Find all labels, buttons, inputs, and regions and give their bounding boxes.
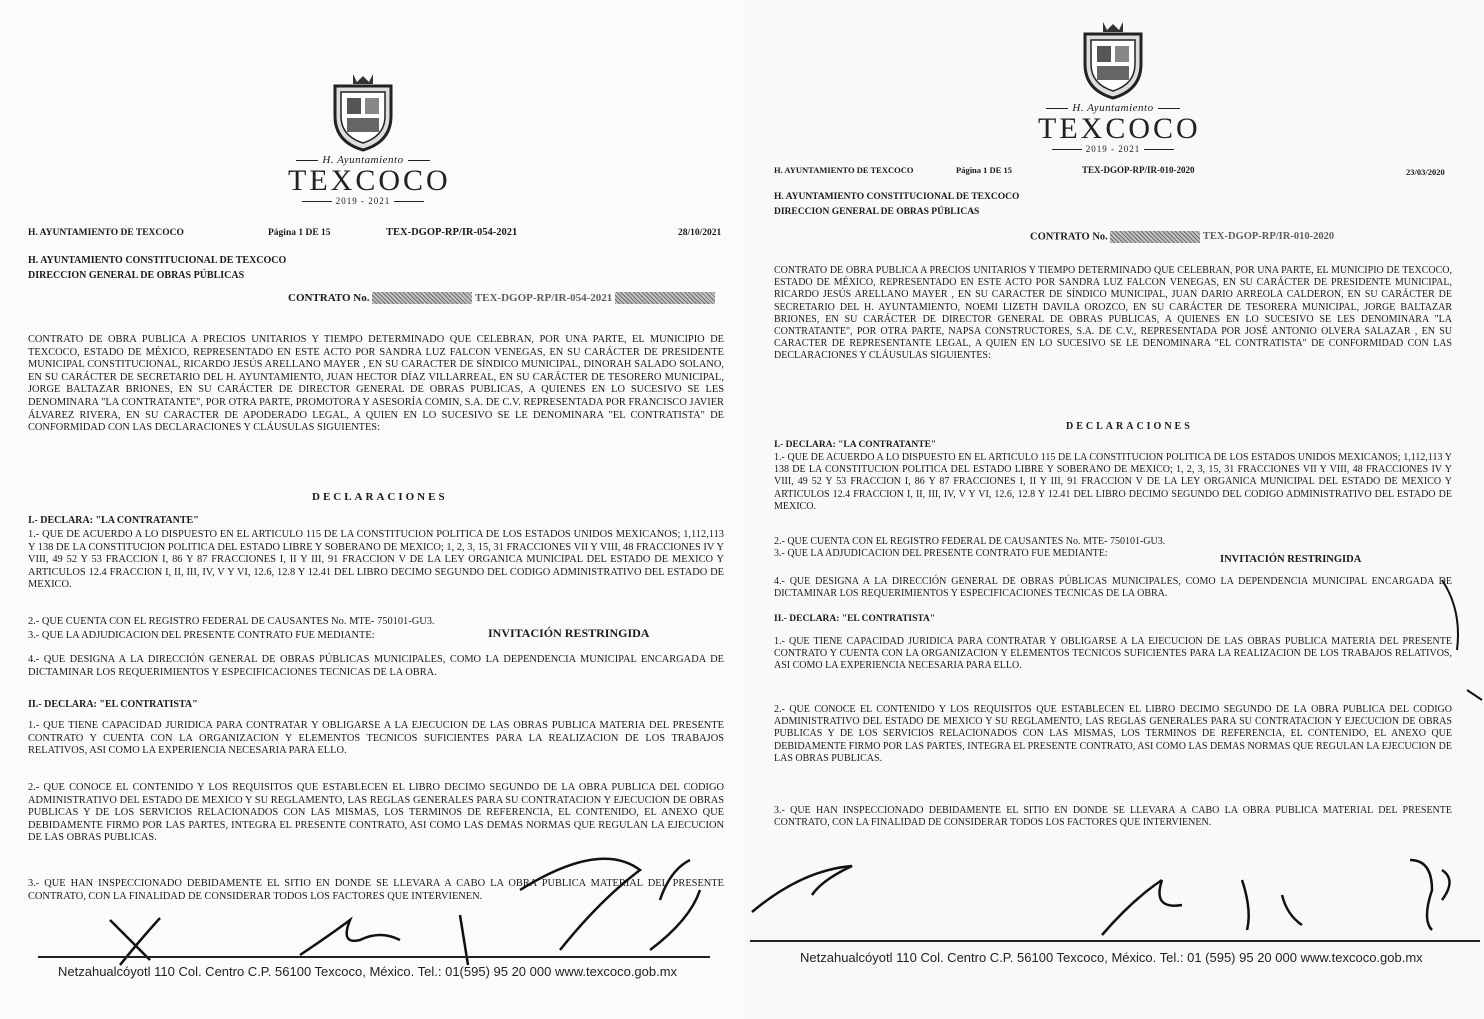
decl2-item2: 2.- QUE CONOCE EL CONTENIDO Y LOS REQUISITOS QUE ESTABLECEN EL LIBRO DECIMO SEGUNDO DE LA OBRA PUBLICA DEL CODIGO ADMINISTRATIVO DEL ESTADO DE MEXICO Y SU REGLAMENTO, LAS REGLAS GENERALES PARA SU CONTRATACION Y EJECUCION DE OBRAS PUBLICAS Y DE LOS SERVICIOS RELACIONADOS CON LAS MISMAS, LOS TERMINOS DE REFERENCIA, EL CONTENIDO, EL ANEXO QUE DEBIDAMENTE FIRMO POR LAS PARTES, INTEGRA EL PRESENTE CONTRATO, ASI COMO LAS DEMAS NORMAS QUE REGULAN LA EJECUCION DE LAS OBRAS PUBLICAS. [28,782,724,844]
decl1-title: I.- DECLARA: "LA CONTRATANTE" [774,440,937,450]
invitacion-restringida: INVITACIÓN RESTRINGIDA [1220,554,1362,565]
header-page: Página 1 DE 15 [268,228,331,238]
decl2-item1: 1.- QUE TIENE CAPACIDAD JURIDICA PARA CONTRATAR Y OBLIGARSE A LA EJECUCION DE LAS OBRAS PUBLICA MATERIA DEL PRESENTE CONTRATO Y CUENTA CON LA ORGANIZACION Y ELEMENTOS TECNICOS SUFICIENTES PARA LA REALIZACION DE LOS TRABAJOS RELATIVOS, ASI COMO LA EXPERIENCIA NECESARIA PARA ELLO. [28,720,724,757]
contrato-ref: TEX-DGOP-RP/IR-010-2020 [1202,231,1335,243]
decl2-item1: 1.- QUE TIENE CAPACIDAD JURIDICA PARA CONTRATAR Y OBLIGARSE A LA EJECUCION DE LAS OBRAS PUBLICA MATERIA DEL PRESENTE CONTRATO Y CUENTA CON LA ORGANIZACION Y ELEMENTOS TECNICOS SUFICIENTES PARA LA REALIZACION DE LOS TRABAJOS RELATIVOS, ASI COMO LA EXPERIENCIA NECESARIA PARA ELLO. [774,636,1452,672]
decl2-item2: 2.- QUE CONOCE EL CONTENIDO Y LOS REQUISITOS QUE ESTABLECEN EL LIBRO DECIMO SEGUNDO DE LA OBRA PUBLICA DEL CODIGO ADMINISTRATIVO DEL ESTADO DE MEXICO Y SU REGLAMENTO, LAS REGLAS GENERALES PARA SU CONTRATACION Y EJECUCION DE OBRAS PUBLICAS Y DE LOS SERVICIOS RELACIONADOS CON LAS MISMAS, LOS TERMINOS DE REFERENCIA, EL CONTENIDO, EL ANEXO QUE DEBIDAMENTE FIRMO POR LAS PARTES, INTEGRA EL PRESENTE CONTRATO, ASI COMO LAS DEMAS NORMAS QUE REGULAN LA EJECUCION DE LAS OBRAS PUBLICAS. [774,704,1452,764]
decl2-title: II.- DECLARA: "EL CONTRATISTA" [28,699,198,710]
logo-years-text: 2019 - 2021 [1085,144,1141,154]
logo-texcoco-text: TEXCOCO [288,164,451,197]
logo-ayuntamiento-text: H. Ayuntamiento [1072,102,1154,114]
document-page-right [742,0,1484,1019]
decl2-title: II.- DECLARA: "EL CONTRATISTA" [774,614,936,624]
footer-rule [38,956,710,958]
decl1-item4: 4.- QUE DESIGNA A LA DIRECCIÓN GENERAL DE OBRAS PÚBLICAS MUNICIPALES, COMO LA DEPENDENCIA MUNICIPAL ENCARGADA DE DICTAMINAR LOS REQUERIMIENTOS Y ESPECIFICACIONES TECNICAS DE LA OBRA. [28,654,724,678]
declaraciones-heading: DECLARACIONES [1066,421,1193,432]
decl1-item2: 2.- QUE CUENTA CON EL REGISTRO FEDERAL DE CAUSANTES No. MTE- 750101-GU3. [774,536,1166,547]
header-page: Página 1 DE 15 [956,165,1012,175]
decl1-item1: 1.- QUE DE ACUERDO A LO DISPUESTO EN EL ARTICULO 115 DE LA CONSTITUCION POLITICA DE LOS ESTADOS UNIDOS MEXICANOS; 1,112,113 Y 138 DE LA CONSTITUCION POLITICA DEL ESTADO LIBRE Y SOBERANO DE MEXICO; 1, 2, 3, 15, 31 FRACCIONES VII Y VIII, 48 FRACCIONES IV Y VIII, 49 52 Y 53 FRACCION I, 86 Y 87 FRACCIONES I, II Y III, 91 FRACCION V DE LA LEY ORGANICA MUNICIPAL DEL ESTADO DE MEXICO Y ARTICULOS 12.4 FRACCION I, II, III, IV, V Y VI, 12.6, 12.8 Y 12.41 DEL LIBRO DECIMO SEGUNDO DEL CODIGO ADMINISTRATIVO DEL ESTADO DE MEXICO. [774,452,1452,512]
decl1-item1: 1.- QUE DE ACUERDO A LO DISPUESTO EN EL ARTICULO 115 DE LA CONSTITUCION POLITICA DE LOS ESTADOS UNIDOS MEXICANOS; 1,112,113 Y 138 DE LA CONSTITUCION POLITICA DEL ESTADO LIBRE Y SOBERANO DE MEXICO; 1, 2, 3, 15, 31 FRACCIONES VII Y VIII, 48 FRACCIONES IV Y VIII, 49 52 Y 53 FRACCION I, 86 Y 87 FRACCIONES I, II Y III, 91 FRACCION V DE LA LEY ORGANICA MUNICIPAL DEL ESTADO DE MEXICO Y ARTICULOS 12.4 FRACCION I, II, III, IV, V Y VI, 12.6, 12.8 Y 12.41 DEL LIBRO DECIMO SEGUNDO DEL CODIGO ADMINISTRATIVO DEL ESTADO DE MEXICO. [28,529,724,591]
decl1-item2: 2.- QUE CUENTA CON EL REGISTRO FEDERAL DE CAUSANTES No. MTE- 750101-GU3. [28,616,435,627]
logo-years-text: 2019 - 2021 [335,196,391,206]
contrato-label: CONTRATO No. [288,292,370,304]
decl1-item4: 4.- QUE DESIGNA A LA DIRECCIÓN GENERAL DE OBRAS PÚBLICAS MUNICIPALES, COMO LA DEPENDENCIA MUNICIPAL ENCARGADA DE DICTAMINAR LOS REQUERIMIENTOS Y ESPECIFICACIONES TECNICAS DE LA OBRA. [774,576,1452,600]
footer-rule [750,940,1480,942]
header-org: H. AYUNTAMIENTO DE TEXCOCO [774,165,914,175]
declaraciones-heading: DECLARACIONES [312,491,448,503]
contrato-ref: TEX-DGOP-RP/IR-054-2021 [474,292,613,304]
intro-paragraph: CONTRATO DE OBRA PUBLICA A PRECIOS UNITARIOS Y TIEMPO DETERMINADO QUE CELEBRAN, POR UNA PARTE, EL MUNICIPIO DE TEXCOCO, ESTADO DE MÉXICO, REPRESENTADO EN ESTE ACTO POR SANDRA LUZ FALCON VENEGAS, EN SU CARÁCTER DE PRESIDENTE MUNICIPAL CONSTITUCIONAL, RICARDO JESÚS ARELLANO MAYER , EN SU CARACTER DE SÍNDICO MUNICIPAL, DINORAH SALADO SOLANO, EN SU CARÁCTER DE SECRETARIO DEL H. AYUNTAMIENTO, JUAN HECTOR DÍAZ VILLARREAL, EN SU CARÁCTER DE TESORERO MUNICIPAL, JORGE BALTAZAR BRIONES, EN SU CARÁCTER DE DIRECTOR GENERAL DE OBRAS PUBLICAS, A QUIENES EN LO SUCESIVO SE LES DENOMINARA "LA CONTRATANTE", POR OTRA PARTE, PROMOTORA Y ASESORÍA COMIN, S.A. DE C.V. REPRESENTADA POR FRANCISCO JAVIER ÁLVAREZ RIVERA, EN SU CARACTER DE APODERADO LEGAL, A QUIEN EN LO SUCESIVO SE LE DENOMINARA "EL CONTRATISTA" DE CONFORMIDAD CON LAS DECLARACIONES Y CLÁUSULAS SIGUIENTES: [28,334,724,434]
decl2-item3: 3.- QUE HAN INSPECCIONADO DEBIDAMENTE EL SITIO EN DONDE SE LLEVARA A CABO LA OBRA PUBLICA MATERIAL DEL PRESENTE CONTRATO, CON LA FINALIDAD DE CONSIDERAR TODOS LOS FACTORES QUE INTERVIENEN. [28,878,724,902]
decl2-item3: 3.- QUE HAN INSPECCIONADO DEBIDAMENTE EL SITIO EN DONDE SE LLEVARA A CABO LA OBRA PUBLICA MATERIAL DEL PRESENTE CONTRATO, CON LA FINALIDAD DE CONSIDERAR TODOS LOS FACTORES QUE INTERVIENEN. [774,805,1452,829]
intro-paragraph: CONTRATO DE OBRA PUBLICA A PRECIOS UNITARIOS Y TIEMPO DETERMINADO QUE CELEBRAN, POR UNA PARTE, EL MUNICIPIO DE TEXCOCO, ESTADO DE MÉXICO, REPRESENTADO EN ESTE ACTO POR SANDRA LUZ FALCON VENEGAS, EN SU CARÁCTER DE PRESIDENTE MUNICIPAL, RICARDO JESÚS ARELLANO MAYER , EN SU CARACTER DE SÍNDICO MUNICIPAL, JUAN DARIO ARREOLA CALDERON, EN SU CARÁCTER DE SECRETARIO DEL H. AYUNTAMIENTO, NOEMI LIZETH DAVILA OROZCO, EN SU CARÁCTER DE TESORERA MUNICIPAL, JORGE BALTAZAR BRIONES, EN SU CARÁCTER DE DIRECTOR GENERAL DE OBRAS PUBLICAS, A QUIENES EN LO SUCESIVO SE LES DENOMINARA "LA CONTRATANTE", POR OTRA PARTE, NAPSA CONSTRUCTORES, S.A. DE C.V., REPRESENTADA POR JOSÉ ANTONIO OLVERA SALAZAR , EN SU CARACTER DE REPRESENTANTE LEGAL, A QUIEN EN LO SUCESIVO SE LE DENOMINARA "EL CONTRATISTA" DE CONFORMIDAD CON LAS DECLARACIONES Y CLÁUSULAS SIGUIENTES: [774,265,1452,362]
footer-address: Netzahualcóyotl 110 Col. Centro C.P. 56100 Texcoco, México. Tel.: 01 (595) 95 20 000 www.texcoco.gob.mx [800,950,1423,965]
decl1-item3: 3.- QUE LA ADJUDICACION DEL PRESENTE CONTRATO FUE MEDIANTE: [774,548,1108,559]
invitacion-restringida: INVITACIÓN RESTRINGIDA [488,626,650,640]
header-date: 23/03/2020 [1406,167,1445,177]
logo-texcoco-text: TEXCOCO [1038,112,1201,145]
header-ref: TEX-DGOP-RP/IR-010-2020 [1082,165,1195,175]
org-line-1: H. AYUNTAMIENTO CONSTITUCIONAL DE TEXCOCO [774,192,1020,202]
header-ref: TEX-DGOP-RP/IR-054-2021 [386,227,518,238]
decl1-title: I.- DECLARA: "LA CONTRATANTE" [28,515,199,526]
org-line-2: DIRECCION GENERAL DE OBRAS PÚBLICAS [28,270,245,281]
logo-ayuntamiento-text: H. Ayuntamiento [322,154,404,166]
org-line-1: H. AYUNTAMIENTO CONSTITUCIONAL DE TEXCOCO [28,255,287,266]
header-org: H. AYUNTAMIENTO DE TEXCOCO [28,228,184,238]
footer-address: Netzahualcóyotl 110 Col. Centro C.P. 56100 Texcoco, México. Tel.: 01(595) 95 20 000 www.texcoco.gob.mx [58,964,678,979]
signatures-drawing [742,0,1484,1019]
contrato-label: CONTRATO No. [1030,231,1108,243]
org-line-2: DIRECCION GENERAL DE OBRAS PÚBLICAS [774,207,980,217]
header-date: 28/10/2021 [678,228,722,238]
decl1-item3: 3.- QUE LA ADJUDICACION DEL PRESENTE CONTRATO FUE MEDIANTE: [28,630,375,641]
